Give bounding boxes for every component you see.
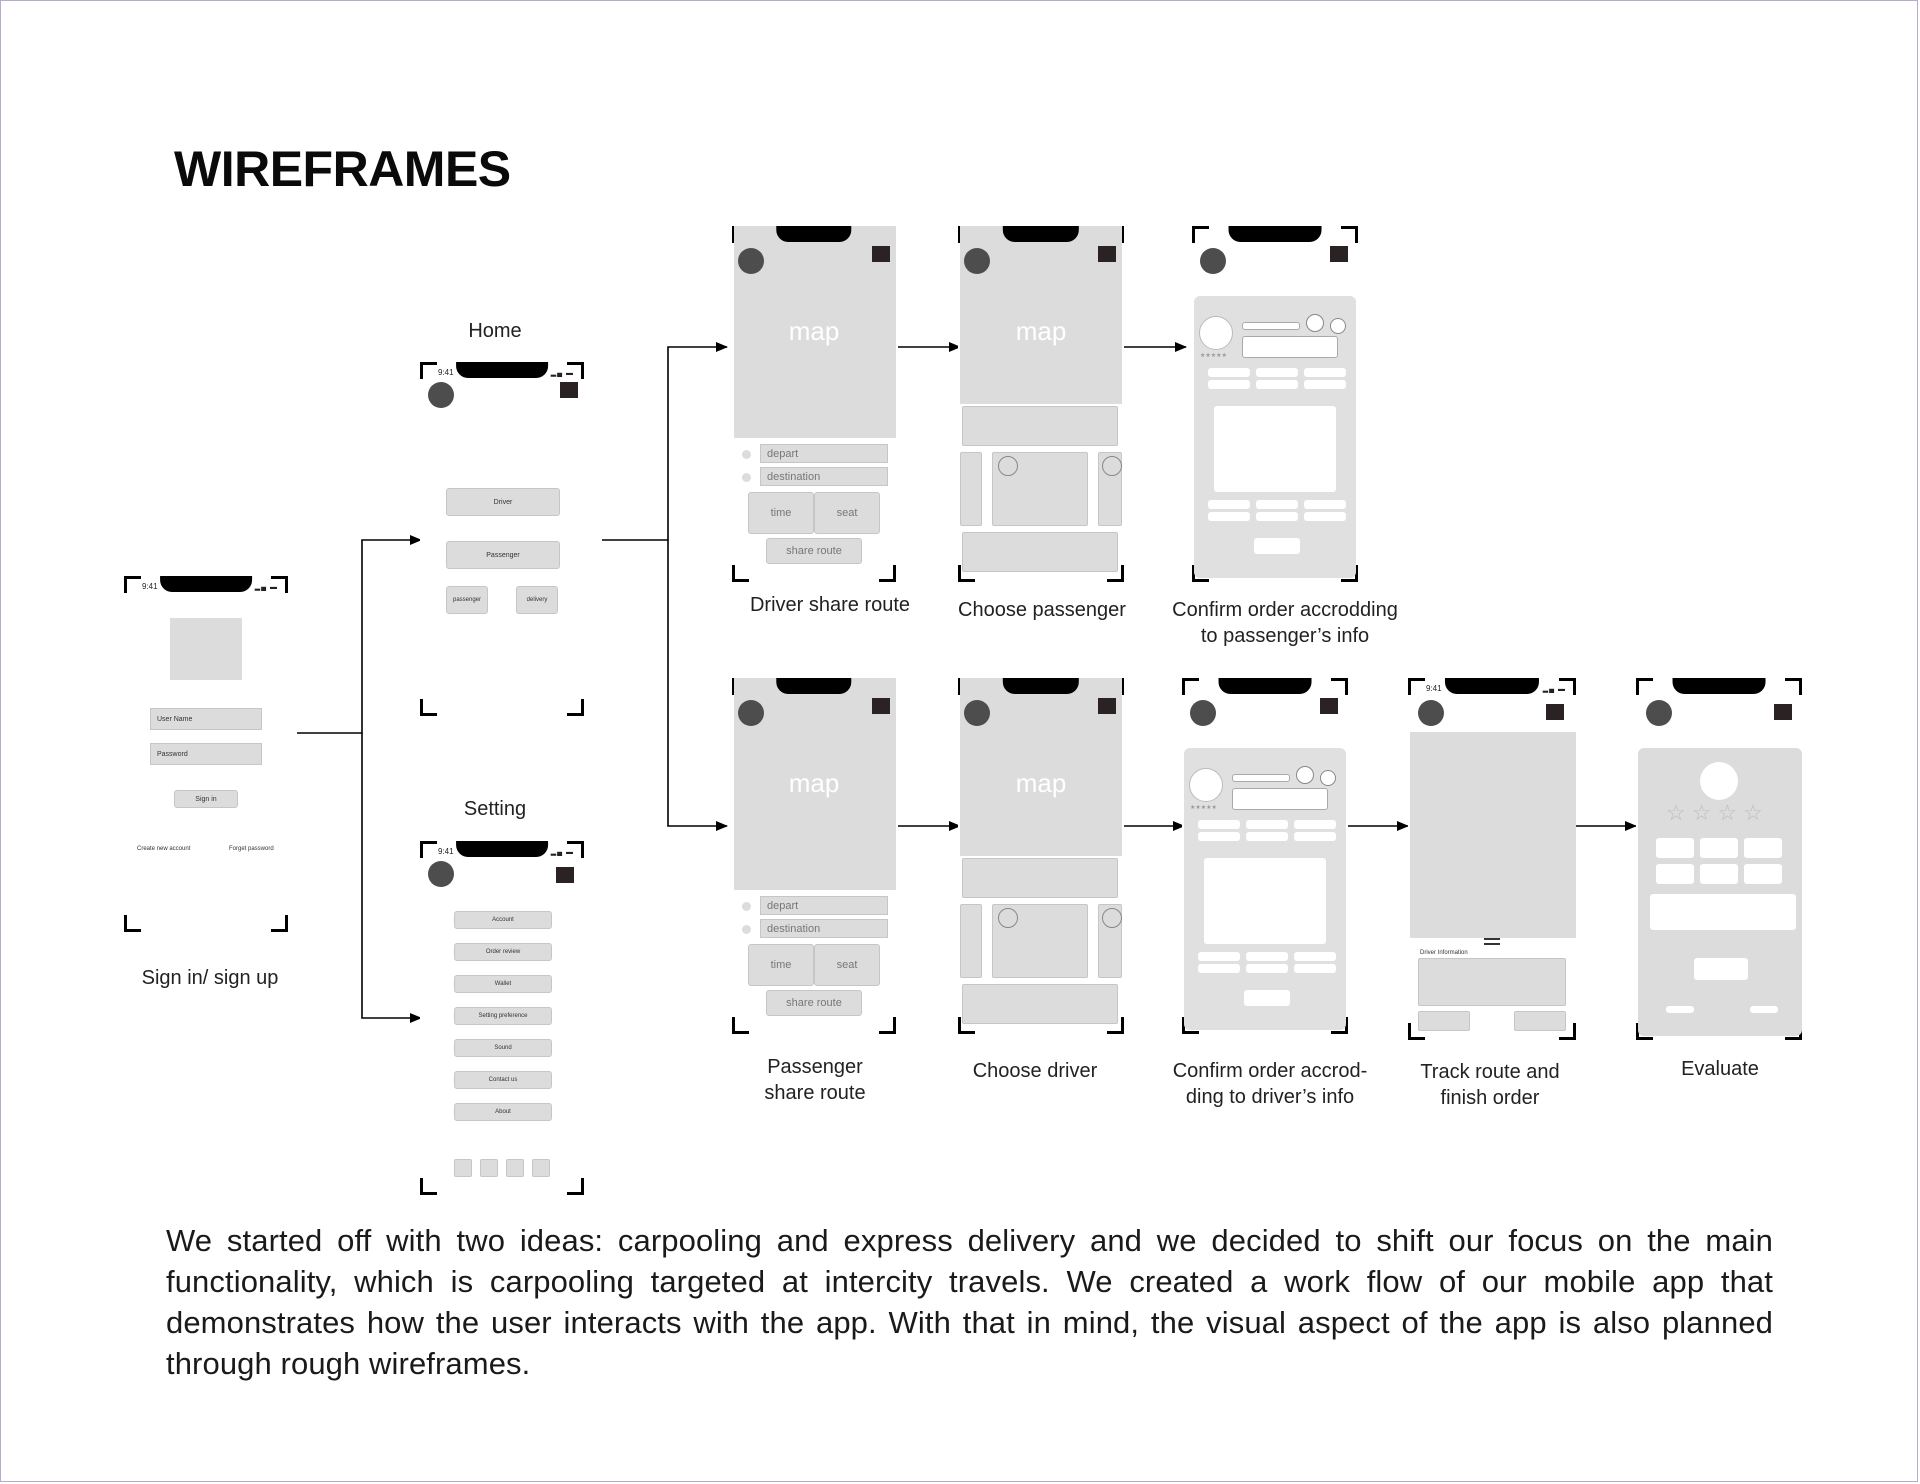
action-button-right[interactable] bbox=[1514, 1011, 1566, 1031]
menu-item-order-review[interactable]: Order review bbox=[454, 943, 552, 961]
signin-phone bbox=[124, 576, 288, 932]
home-caption: Home bbox=[468, 320, 522, 342]
driver-card-left[interactable] bbox=[960, 904, 982, 978]
rating-stars: ★★★★★ bbox=[1200, 353, 1227, 359]
passenger-button[interactable]: Passenger bbox=[446, 541, 560, 569]
driver-avatar bbox=[1700, 762, 1738, 800]
route-detail-box bbox=[1204, 858, 1326, 944]
submit-button[interactable] bbox=[1694, 958, 1748, 980]
caption-line: share route bbox=[764, 1082, 866, 1104]
username-field[interactable]: User Name bbox=[150, 708, 262, 730]
map-label: map bbox=[788, 768, 840, 798]
menu-icon[interactable] bbox=[872, 698, 890, 714]
caption-line: finish order bbox=[1440, 1087, 1540, 1109]
rating-stars-icon[interactable]: ☆☆☆☆ bbox=[1666, 800, 1769, 825]
seat-button[interactable]: seat bbox=[814, 944, 880, 986]
order-sheet bbox=[1184, 748, 1346, 1030]
evaluate-phone bbox=[1636, 678, 1802, 1040]
avatar[interactable] bbox=[738, 700, 764, 726]
signal-icon: ▂▄ ▬ bbox=[550, 370, 574, 377]
forget-password-link[interactable]: Forget password bbox=[229, 846, 274, 852]
depart-dot bbox=[742, 450, 751, 459]
depart-dot bbox=[742, 902, 751, 911]
map-label: map bbox=[788, 316, 840, 346]
detail-chip bbox=[1198, 952, 1240, 961]
detail-chip bbox=[1246, 832, 1288, 841]
menu-icon[interactable] bbox=[872, 246, 890, 262]
menu-icon[interactable] bbox=[1546, 704, 1564, 720]
route-detail-box bbox=[1214, 406, 1336, 492]
phone-notch bbox=[160, 576, 252, 592]
detail-chip bbox=[1256, 500, 1298, 509]
evaluate-caption: Evaluate bbox=[1681, 1058, 1759, 1080]
map-label: map bbox=[1015, 316, 1067, 346]
driver-info-label: Driver Information bbox=[1420, 950, 1468, 956]
caption-line: to passenger’s info bbox=[1200, 625, 1370, 647]
share-route-button[interactable]: share route bbox=[766, 990, 862, 1016]
confirm-driver-phone bbox=[1182, 678, 1348, 1034]
detail-chip bbox=[1256, 368, 1298, 377]
detail-chip bbox=[1304, 380, 1346, 389]
status-time: 9:41 bbox=[1426, 684, 1442, 693]
detail-chip bbox=[1294, 832, 1336, 841]
menu-item-sound[interactable]: Sound bbox=[454, 1039, 552, 1057]
status-time: 9:41 bbox=[142, 582, 158, 591]
detail-chip bbox=[1304, 512, 1346, 521]
detail-chip bbox=[1256, 380, 1298, 389]
passenger-card-left[interactable] bbox=[960, 452, 982, 526]
sheet-grip[interactable] bbox=[1484, 943, 1500, 945]
menu-item-account[interactable]: Account bbox=[454, 911, 552, 929]
avatar[interactable] bbox=[964, 248, 990, 274]
tag-chip[interactable] bbox=[1744, 838, 1782, 858]
confirm-button[interactable] bbox=[1244, 990, 1290, 1006]
detail-chip bbox=[1208, 380, 1250, 389]
passenger-share-route-phone bbox=[732, 678, 896, 1034]
phone-notch bbox=[1003, 226, 1079, 242]
phone-notch bbox=[1229, 226, 1322, 242]
connector-home-passenger bbox=[668, 540, 727, 826]
detail-chip bbox=[1294, 952, 1336, 961]
phone-notch bbox=[1445, 678, 1539, 694]
home-phone bbox=[420, 362, 584, 716]
caption-line: Passenger bbox=[767, 1056, 863, 1078]
driver-info-panel bbox=[1418, 958, 1566, 1006]
route-summary-panel bbox=[962, 858, 1118, 898]
passenger-avatar-ring bbox=[1102, 456, 1122, 476]
message-icon[interactable] bbox=[1330, 318, 1346, 334]
detail-chip bbox=[1256, 512, 1298, 521]
track-route-caption bbox=[1390, 1059, 1590, 1111]
detail-chip bbox=[1294, 964, 1336, 973]
route-summary-panel bbox=[962, 406, 1118, 446]
detail-chip bbox=[1208, 368, 1250, 377]
destination-field[interactable]: destination bbox=[760, 467, 888, 486]
setting-caption: Setting bbox=[463, 798, 527, 820]
tag-chip[interactable] bbox=[1744, 864, 1782, 884]
menu-icon[interactable] bbox=[1098, 246, 1116, 262]
status-time: 9:41 bbox=[438, 847, 454, 856]
footer-link[interactable] bbox=[1666, 1006, 1694, 1013]
passenger-avatar bbox=[1199, 316, 1233, 350]
menu-icon[interactable] bbox=[1320, 698, 1338, 714]
depart-field[interactable]: depart bbox=[760, 444, 888, 463]
connector-signin-branch bbox=[297, 540, 421, 733]
share-route-button[interactable]: share route bbox=[766, 538, 862, 564]
confirm-driver-caption bbox=[1125, 1058, 1415, 1110]
confirm-panel[interactable] bbox=[962, 984, 1118, 1024]
tag-chip[interactable] bbox=[1700, 864, 1738, 884]
tab-bar-item[interactable] bbox=[454, 1159, 472, 1177]
phone-notch bbox=[776, 678, 851, 694]
confirm-passenger-caption bbox=[1140, 597, 1430, 649]
seat-button[interactable]: seat bbox=[814, 492, 880, 534]
driver-button[interactable]: Driver bbox=[446, 488, 560, 516]
info-box bbox=[1232, 788, 1328, 810]
phone-notch bbox=[1003, 678, 1079, 694]
avatar[interactable] bbox=[428, 382, 454, 408]
password-field[interactable]: Password bbox=[150, 743, 262, 765]
map-label: map bbox=[1015, 768, 1067, 798]
call-icon[interactable] bbox=[1306, 314, 1324, 332]
detail-chip bbox=[1294, 820, 1336, 829]
comment-field[interactable] bbox=[1650, 894, 1796, 930]
depart-field[interactable]: depart bbox=[760, 896, 888, 915]
tab-bar-item[interactable] bbox=[532, 1159, 550, 1177]
info-line bbox=[1232, 774, 1290, 782]
evaluate-sheet bbox=[1638, 748, 1802, 1036]
route-map[interactable] bbox=[1410, 732, 1576, 938]
signal-icon: ▂▄ ▬ bbox=[254, 584, 278, 591]
avatar[interactable] bbox=[1190, 700, 1216, 726]
logo-placeholder bbox=[170, 618, 242, 680]
status-time: 9:41 bbox=[438, 368, 454, 377]
detail-chip bbox=[1246, 820, 1288, 829]
passenger-share-route-caption bbox=[715, 1054, 915, 1106]
signin-button[interactable]: Sign in bbox=[174, 790, 238, 808]
confirm-passenger-phone bbox=[1192, 226, 1358, 582]
menu-item-wallet[interactable]: Wallet bbox=[454, 975, 552, 993]
detail-chip bbox=[1198, 964, 1240, 973]
driver-avatar-ring bbox=[1102, 908, 1122, 928]
caption-line: Confirm order accrodding bbox=[1172, 599, 1398, 621]
choose-driver-phone bbox=[958, 678, 1124, 1034]
description-paragraph: We started off with two ideas: carpooling and express delivery and we decided to shift our focus on the main functionality, which is carpooling targeted at intercity travels. We created a work flow of our mobile app that demonstrates how the user interacts with the app. With that in mind, the visual aspect of the app is also planned through rough wireframes. bbox=[166, 1223, 1773, 1381]
tag-chip[interactable] bbox=[1700, 838, 1738, 858]
tag-chip[interactable] bbox=[1656, 838, 1694, 858]
confirm-panel[interactable] bbox=[962, 532, 1118, 572]
driver-share-route-phone bbox=[732, 226, 896, 582]
time-button[interactable]: time bbox=[748, 492, 814, 534]
order-sheet bbox=[1194, 296, 1356, 578]
tag-chip[interactable] bbox=[1656, 864, 1694, 884]
track-route-phone bbox=[1408, 678, 1576, 1040]
detail-chip bbox=[1198, 820, 1240, 829]
driver-avatar-ring bbox=[998, 908, 1018, 928]
phone-notch bbox=[1673, 678, 1766, 694]
menu-item-contact-us[interactable]: Contact us bbox=[454, 1071, 552, 1089]
call-icon[interactable] bbox=[1296, 766, 1314, 784]
menu-icon[interactable] bbox=[1330, 246, 1348, 262]
phone-notch bbox=[776, 226, 851, 242]
avatar[interactable] bbox=[738, 248, 764, 274]
info-box bbox=[1242, 336, 1338, 358]
rating-stars: ★★★★★ bbox=[1190, 805, 1217, 811]
menu-icon[interactable] bbox=[556, 867, 574, 883]
detail-chip bbox=[1304, 500, 1346, 509]
detail-chip bbox=[1304, 368, 1346, 377]
choose-passenger-phone bbox=[958, 226, 1124, 582]
avatar[interactable] bbox=[964, 700, 990, 726]
connector-signin-setting bbox=[362, 733, 421, 1018]
phone-notch bbox=[1219, 678, 1312, 694]
detail-chip bbox=[1208, 512, 1250, 521]
sheet-grip[interactable] bbox=[1484, 938, 1500, 940]
passenger-small-button[interactable]: passenger bbox=[446, 586, 488, 614]
phone-notch bbox=[456, 362, 548, 378]
action-button-left[interactable] bbox=[1418, 1011, 1470, 1031]
setting-phone bbox=[420, 841, 584, 1195]
driver-avatar bbox=[1189, 768, 1223, 802]
driver-share-route-caption: Driver share route bbox=[749, 594, 911, 616]
message-icon[interactable] bbox=[1320, 770, 1336, 786]
menu-icon[interactable] bbox=[560, 382, 578, 398]
signin-caption: Sign in/ sign up bbox=[141, 967, 279, 989]
phone-notch bbox=[456, 841, 548, 857]
avatar[interactable] bbox=[1418, 700, 1444, 726]
avatar[interactable] bbox=[428, 861, 454, 887]
menu-icon[interactable] bbox=[1098, 698, 1116, 714]
menu-icon[interactable] bbox=[1774, 704, 1792, 720]
destination-dot bbox=[742, 473, 751, 482]
page-title: WIREFRAMES bbox=[174, 141, 511, 197]
detail-chip bbox=[1246, 964, 1288, 973]
destination-field[interactable]: destination bbox=[760, 919, 888, 938]
footer-link[interactable] bbox=[1750, 1006, 1778, 1013]
caption-line: ding to driver’s info bbox=[1185, 1086, 1355, 1108]
detail-chip bbox=[1208, 500, 1250, 509]
caption-line: Confirm order accrod- bbox=[1172, 1060, 1368, 1082]
detail-chip bbox=[1198, 832, 1240, 841]
choose-driver-caption: Choose driver bbox=[972, 1060, 1098, 1082]
signal-icon: ▂▄ ▬ bbox=[550, 849, 574, 856]
time-button[interactable]: time bbox=[748, 944, 814, 986]
connector-home-branch bbox=[602, 347, 727, 540]
passenger-avatar-ring bbox=[998, 456, 1018, 476]
avatar[interactable] bbox=[1200, 248, 1226, 274]
destination-dot bbox=[742, 925, 751, 934]
create-account-link[interactable]: Create new account bbox=[137, 846, 191, 852]
info-line bbox=[1242, 322, 1300, 330]
caption-line: Track route and bbox=[1420, 1061, 1560, 1083]
delivery-button[interactable]: delivery bbox=[516, 586, 558, 614]
tab-bar-item[interactable] bbox=[506, 1159, 524, 1177]
avatar[interactable] bbox=[1646, 700, 1672, 726]
confirm-button[interactable] bbox=[1254, 538, 1300, 554]
choose-passenger-caption: Choose passenger bbox=[958, 599, 1126, 621]
detail-chip bbox=[1246, 952, 1288, 961]
tab-bar-item[interactable] bbox=[480, 1159, 498, 1177]
menu-item-setting-preference[interactable]: Setting preference bbox=[454, 1007, 552, 1025]
menu-item-about[interactable]: About bbox=[454, 1103, 552, 1121]
signal-icon: ▂▄ ▬ bbox=[1542, 686, 1566, 693]
